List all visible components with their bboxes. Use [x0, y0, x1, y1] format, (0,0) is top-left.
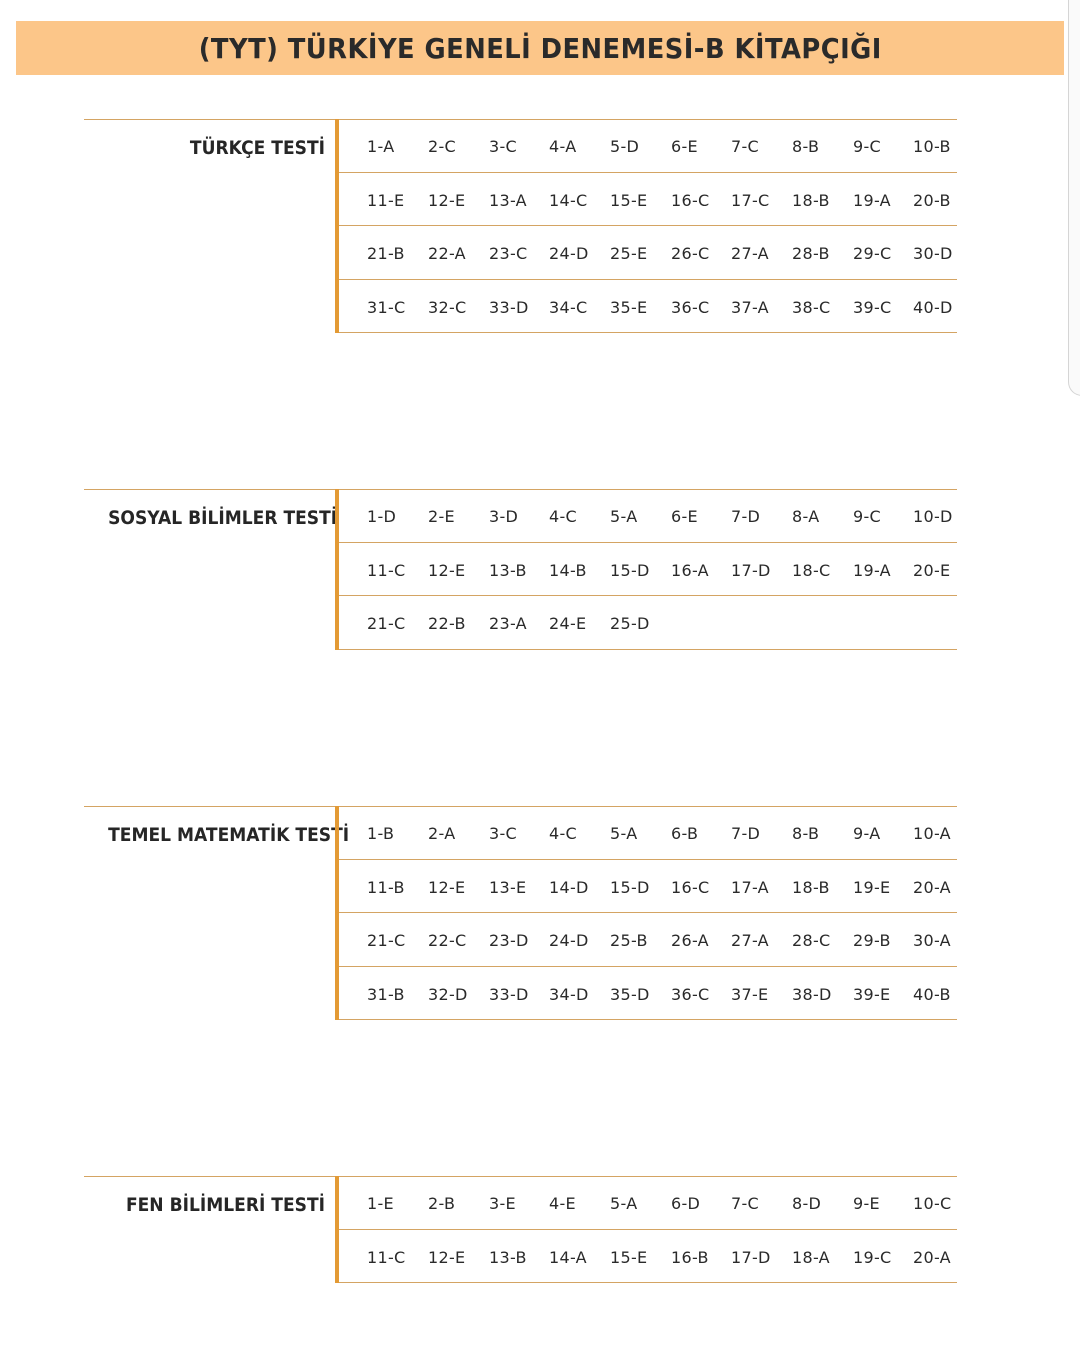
answer-cell: 7-D [731, 507, 761, 526]
answer-cell: 4-E [549, 1194, 576, 1213]
answer-cell: 30-D [913, 244, 953, 263]
answer-cell: 20-B [913, 190, 951, 210]
answer-cell: 15-D [610, 877, 650, 897]
answer-cell: 15-D [610, 560, 650, 580]
answer-cell: 22-B [428, 614, 466, 633]
answer-cell: 36-C [671, 984, 710, 1004]
answer-row [339, 280, 957, 334]
answer-row [339, 543, 957, 597]
answer-cell: 17-D [731, 560, 771, 580]
answer-cell: 11-C [367, 1247, 406, 1267]
answer-cell: 1-A [367, 137, 395, 156]
answer-cell: 8-A [792, 507, 820, 526]
answer-cell: 35-D [610, 984, 650, 1004]
answer-grid [335, 1176, 957, 1283]
answer-cell: 1-B [367, 824, 395, 843]
answer-cell: 18-A [792, 1247, 830, 1267]
answer-cell: 31-B [367, 984, 405, 1004]
answer-cell: 24-E [549, 614, 587, 633]
answer-cell: 20-A [913, 877, 951, 897]
answer-cell: 6-D [671, 1194, 701, 1213]
answer-cell: 13-B [489, 560, 527, 580]
answer-cell: 17-A [731, 877, 769, 897]
answer-cell: 2-B [428, 1194, 456, 1213]
answer-cell: 16-C [671, 877, 710, 897]
answer-cell: 33-D [489, 297, 529, 317]
answer-cell: 5-A [610, 507, 638, 526]
answer-cell: 11-B [367, 877, 405, 897]
answer-cell: 39-C [853, 297, 892, 317]
answer-row [339, 967, 957, 1021]
answer-cell: 11-C [367, 560, 406, 580]
answer-row [339, 1230, 957, 1284]
answer-cell: 12-E [428, 560, 466, 580]
answer-cell: 16-A [671, 560, 709, 580]
section-title: FEN BİLİMLERİ TESTİ [125, 1194, 326, 1216]
answer-cell: 24-D [549, 244, 589, 263]
answer-cell: 1-D [367, 507, 397, 526]
answer-cell: 3-E [489, 1194, 516, 1213]
answer-cell: 22-A [428, 244, 466, 263]
answer-row [339, 596, 957, 650]
title-bar [16, 21, 1064, 75]
answer-grid [335, 119, 957, 333]
answer-cell: 30-A [913, 931, 951, 950]
answer-cell: 34-D [549, 984, 589, 1004]
answer-cell: 8-B [792, 137, 820, 156]
answer-cell: 19-E [853, 877, 891, 897]
answer-cell: 14-A [549, 1247, 587, 1267]
answer-cell: 4-C [549, 824, 578, 843]
answer-cell: 37-A [731, 297, 769, 317]
answer-cell: 1-E [367, 1194, 394, 1213]
answer-cell: 3-C [489, 824, 518, 843]
answer-cell: 32-D [428, 984, 468, 1004]
answer-cell: 8-B [792, 824, 820, 843]
answer-cell: 2-E [428, 507, 455, 526]
answer-cell: 31-C [367, 297, 406, 317]
answer-cell: 22-C [428, 931, 467, 950]
answer-cell: 20-A [913, 1247, 951, 1267]
answer-cell: 39-E [853, 984, 891, 1004]
answer-cell: 5-A [610, 824, 638, 843]
answer-row [339, 489, 957, 543]
answer-cell: 10-D [913, 507, 953, 526]
answer-cell: 25-D [610, 614, 650, 633]
answer-cell: 16-C [671, 190, 710, 210]
answer-cell: 18-B [792, 877, 830, 897]
answer-row [339, 1176, 957, 1230]
answer-cell: 25-B [610, 931, 648, 950]
answer-cell: 28-C [792, 931, 831, 950]
answer-cell: 4-C [549, 507, 578, 526]
answer-grid [335, 489, 957, 650]
answer-cell: 36-C [671, 297, 710, 317]
answer-cell: 15-E [610, 190, 648, 210]
answer-cell: 14-B [549, 560, 587, 580]
answer-cell: 40-D [913, 297, 953, 317]
answer-row [339, 119, 957, 173]
scrollbar-edge[interactable] [1068, 0, 1080, 396]
section-title: TEMEL MATEMATİK TESTİ [108, 824, 350, 846]
answer-cell: 32-C [428, 297, 467, 317]
answer-cell: 27-A [731, 244, 769, 263]
answer-cell: 23-A [489, 614, 527, 633]
answer-cell: 15-E [610, 1247, 648, 1267]
answer-cell: 24-D [549, 931, 589, 950]
answer-cell: 13-E [489, 877, 527, 897]
answer-cell: 27-A [731, 931, 769, 950]
answer-cell: 4-A [549, 137, 577, 156]
answer-row [339, 806, 957, 860]
answer-cell: 37-E [731, 984, 769, 1004]
answer-cell: 9-A [853, 824, 881, 843]
answer-cell: 29-B [853, 931, 891, 950]
answer-cell: 3-C [489, 137, 518, 156]
answer-cell: 25-E [610, 244, 648, 263]
answer-cell: 38-C [792, 297, 831, 317]
answer-cell: 21-C [367, 931, 406, 950]
answer-cell: 12-E [428, 1247, 466, 1267]
section-title: TÜRKÇE TESTİ [189, 137, 325, 159]
answer-cell: 38-D [792, 984, 832, 1004]
answer-cell: 35-E [610, 297, 648, 317]
answer-cell: 9-C [853, 137, 882, 156]
answer-cell: 34-C [549, 297, 588, 317]
answer-cell: 10-A [913, 824, 951, 843]
answer-cell: 2-A [428, 824, 456, 843]
answer-cell: 10-B [913, 137, 951, 156]
answer-row [339, 860, 957, 914]
answer-cell: 17-C [731, 190, 770, 210]
answer-cell: 12-E [428, 190, 466, 210]
answer-cell: 6-B [671, 824, 699, 843]
answer-cell: 16-B [671, 1247, 709, 1267]
answer-cell: 28-B [792, 244, 830, 263]
answer-cell: 19-A [853, 190, 891, 210]
answer-cell: 7-C [731, 1194, 760, 1213]
answer-cell: 13-B [489, 1247, 527, 1267]
answer-cell: 23-C [489, 244, 528, 263]
answer-cell: 7-C [731, 137, 760, 156]
answer-cell: 6-E [671, 507, 698, 526]
answer-cell: 3-D [489, 507, 519, 526]
answer-cell: 13-A [489, 190, 527, 210]
answer-cell: 10-C [913, 1194, 952, 1213]
answer-cell: 23-D [489, 931, 529, 950]
answer-cell: 14-C [549, 190, 588, 210]
answer-cell: 14-D [549, 877, 589, 897]
answer-cell: 21-C [367, 614, 406, 633]
answer-cell: 9-C [853, 507, 882, 526]
answer-cell: 8-D [792, 1194, 822, 1213]
answer-cell: 21-B [367, 244, 405, 263]
answer-cell: 19-C [853, 1247, 892, 1267]
page-title: (TYT) TÜRKİYE GENELİ DENEMESİ-B KİTAPÇIĞI [198, 31, 882, 65]
answer-cell: 26-A [671, 931, 709, 950]
answer-cell: 5-A [610, 1194, 638, 1213]
answer-row [339, 226, 957, 280]
answer-cell: 5-D [610, 137, 640, 156]
answer-cell: 29-C [853, 244, 892, 263]
answer-cell: 26-C [671, 244, 710, 263]
answer-cell: 9-E [853, 1194, 880, 1213]
answer-row [339, 173, 957, 227]
answer-row [339, 913, 957, 967]
section-title: SOSYAL BİLİMLER TESTİ [108, 507, 338, 529]
answer-cell: 18-B [792, 190, 830, 210]
answer-cell: 18-C [792, 560, 831, 580]
answer-cell: 7-D [731, 824, 761, 843]
answer-cell: 17-D [731, 1247, 771, 1267]
answer-grid [335, 806, 957, 1020]
answer-cell: 20-E [913, 560, 951, 580]
answer-cell: 6-E [671, 137, 698, 156]
answer-cell: 19-A [853, 560, 891, 580]
answer-cell: 11-E [367, 190, 405, 210]
answer-cell: 12-E [428, 877, 466, 897]
answer-cell: 40-B [913, 984, 951, 1004]
answer-cell: 2-C [428, 137, 457, 156]
answer-cell: 33-D [489, 984, 529, 1004]
